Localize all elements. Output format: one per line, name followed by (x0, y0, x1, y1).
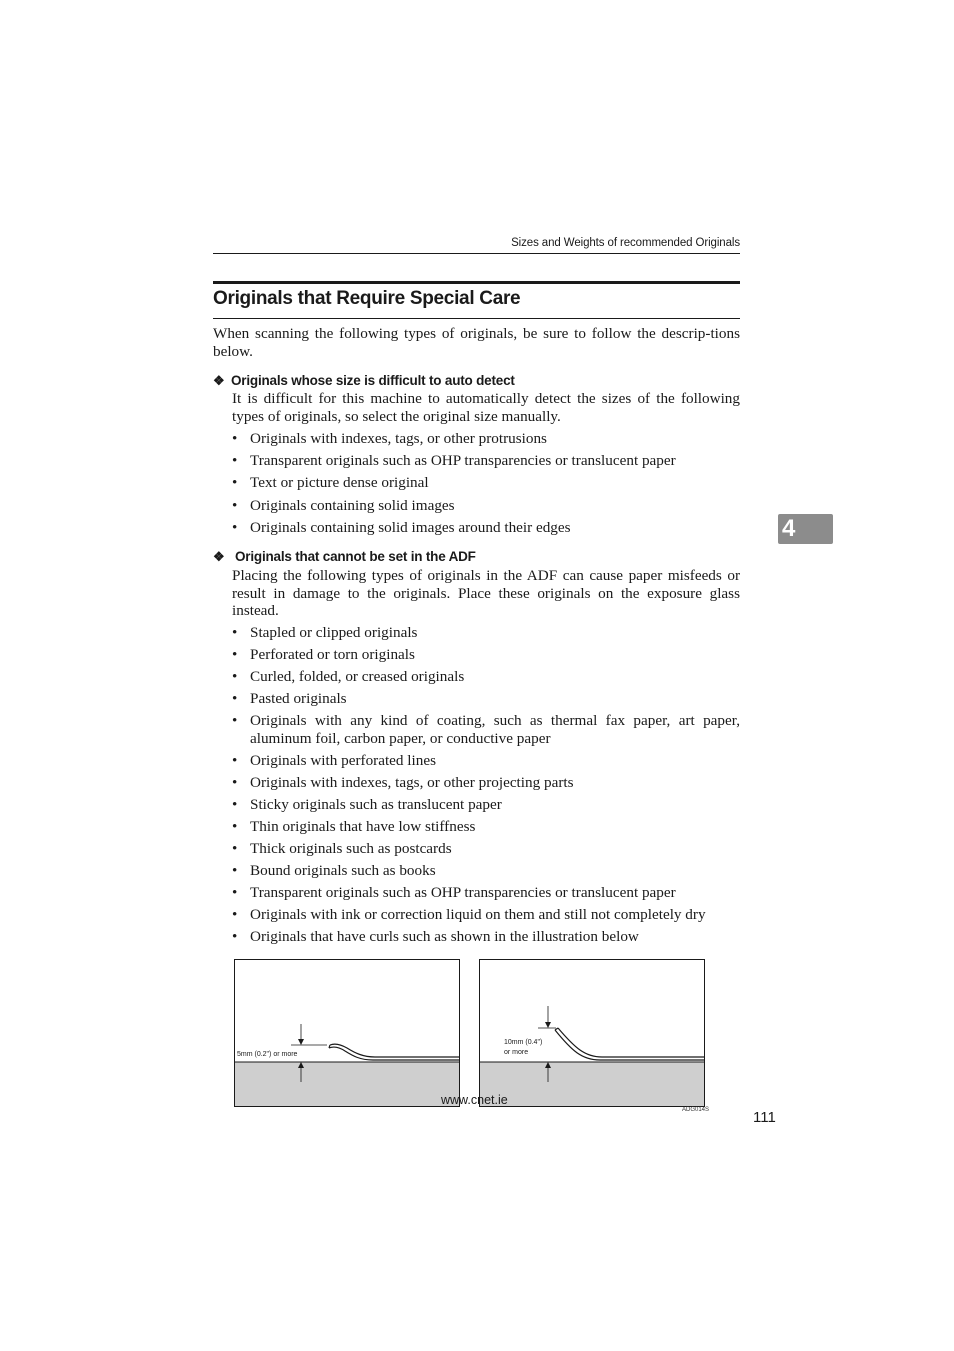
bullet-icon: • (232, 773, 238, 791)
list-item: • Thick originals such as postcards (232, 839, 452, 857)
list-item: • Originals containing solid images (232, 496, 455, 514)
list-item: • Originals with indexes, tags, or other projecting parts (232, 773, 574, 791)
watermark: www.cnet.ie (441, 1093, 508, 1107)
bullet-icon: • (232, 751, 238, 769)
base-surface (480, 1062, 705, 1107)
curl-illustration-10mm (479, 959, 705, 1107)
bullet-list-2 (232, 624, 740, 950)
list-item: • Originals with any kind of coating, such as thermal fax paper, art paper, aluminum foil, carbon paper, or conductive paper (232, 712, 740, 747)
base-surface (235, 1062, 460, 1107)
curl-illustration-5mm (234, 959, 460, 1107)
bullet-icon: • (232, 496, 238, 514)
list-item: • Perforated or torn originals (232, 646, 415, 663)
subsection-body-1: It is difficult for this machine to automatically detect the sizes of the following types of originals, so select the original size manually. (232, 390, 740, 425)
bullet-icon: • (232, 624, 238, 641)
diamond-bullet-icon: ❖ (213, 549, 225, 564)
page-number: 111 (753, 1109, 776, 1126)
header-divider (213, 253, 740, 254)
curl-10mm-label-1: 10mm (0.4") (504, 1039, 543, 1046)
curl-5mm-drawing (235, 960, 460, 1107)
subsection-body-2: Placing the following types of originals in the ADF can cause paper misfeeds or result in damage to the originals. Place these originals on the exposure glass instead. (232, 567, 740, 619)
title-bottom-rule (213, 318, 740, 319)
list-item: • Thin originals that have low stiffness (232, 817, 476, 835)
subsection-heading-2-text: Originals that cannot be set in the ADF (235, 549, 476, 564)
list-item: • Bound originals such as books (232, 861, 436, 879)
list-item: • Originals with ink or correction liquid on them and still not completely dry (232, 905, 706, 923)
subsection-heading-2 (213, 549, 476, 565)
curl-10mm-drawing (480, 960, 705, 1107)
bullet-icon: • (232, 905, 238, 923)
list-item: • Pasted originals (232, 690, 347, 707)
list-item: • Originals containing solid images around their edges (232, 518, 571, 536)
list-item: • Originals with indexes, tags, or other protrusions (232, 430, 547, 447)
figure-code: ADG014S (682, 1107, 710, 1113)
bullet-icon: • (232, 646, 238, 663)
bullet-icon: • (232, 712, 238, 729)
running-header: Sizes and Weights of recommended Originals (511, 237, 740, 249)
intro-paragraph: When scanning the following types of originals, be sure to follow the descrip-tions below. (213, 325, 740, 360)
curl-10mm-label-2: or more (504, 1049, 529, 1056)
chapter-number: 4 (782, 515, 796, 542)
bullet-icon: • (232, 452, 238, 470)
bullet-icon: • (232, 474, 238, 492)
list-item: • Text or picture dense original (232, 474, 429, 492)
list-item: • Sticky originals such as translucent paper (232, 795, 502, 813)
bullet-icon: • (232, 817, 238, 835)
list-item: • Transparent originals such as OHP transparencies or translucent paper (232, 883, 676, 901)
bullet-icon: • (232, 795, 238, 813)
subsection-heading-1-text: Originals whose size is difficult to auto detect (231, 373, 515, 388)
section-title: Originals that Require Special Care (213, 288, 521, 309)
curl-5mm-label: 5mm (0.2") or more (237, 1051, 298, 1058)
subsection-heading-1 (213, 373, 515, 389)
list-item: • Stapled or clipped originals (232, 624, 418, 641)
bullet-icon: • (232, 839, 238, 857)
list-item: • Originals with perforated lines (232, 751, 436, 769)
diamond-bullet-icon: ❖ (213, 373, 225, 388)
title-top-rule (213, 281, 740, 284)
bullet-icon: • (232, 883, 238, 901)
bullet-icon: • (232, 690, 238, 707)
bullet-icon: • (232, 668, 238, 685)
bullet-icon: • (232, 430, 238, 447)
list-item: • Transparent originals such as OHP transparencies or translucent paper (232, 452, 676, 470)
bullet-icon: • (232, 518, 238, 536)
chapter-tab (778, 514, 833, 544)
bullet-icon: • (232, 861, 238, 879)
list-item: • Curled, folded, or creased originals (232, 668, 465, 685)
bullet-list-1 (232, 430, 740, 541)
bullet-icon: • (232, 927, 238, 945)
list-item: • Originals that have curls such as shown in the illustration below (232, 927, 639, 945)
